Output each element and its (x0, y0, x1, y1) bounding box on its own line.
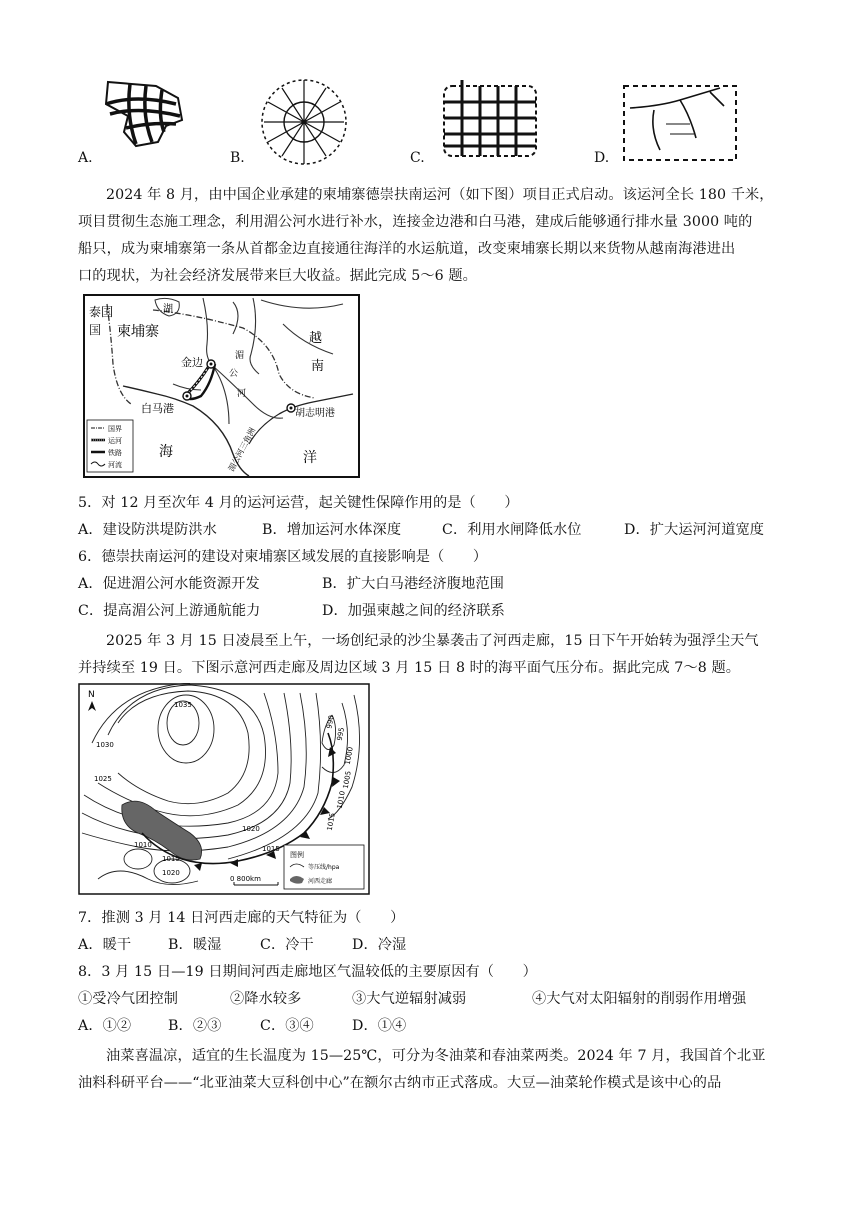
legend-title: 图例 (290, 851, 304, 859)
q6-option-a[interactable]: A．促进湄公河水能资源开发 (78, 576, 260, 592)
q7-option-b[interactable]: B．暖湿 (168, 937, 222, 953)
isobar-label-1010: 1010 (134, 841, 152, 849)
label-vietnam-1: 越 (309, 331, 323, 346)
label-mekong-1: 湄 (235, 351, 245, 361)
label-mekong-3: 河 (237, 389, 247, 399)
label-sea: 海 (159, 444, 173, 460)
rapeseed-passage-line-2: 油料科研平台——“北亚油菜大豆科创中心”在额尔古纳市正式落成。大豆—油菜轮作模式是该中心的品 (78, 1075, 722, 1091)
isobar-label-1035: 1035 (174, 701, 192, 709)
dust-passage-line-1: 2025 年 3 月 15 日凌晨至上午，一场创纪录的沙尘暴袭击了河西走廊，15 日下午开始转为强浮尘天气 (106, 633, 759, 649)
q6-stem: 6．德崇扶南运河的建设对柬埔寨区域发展的直接影响是（ ） (78, 549, 488, 565)
isobar-label-1005: 1005 (341, 770, 353, 790)
q6-option-d[interactable]: D．加强柬越之间的经济联系 (322, 603, 505, 619)
option-d-figure (620, 80, 740, 164)
canal-passage-line-1: 2024 年 8 月，由中国企业承建的柬埔寨德崇扶南运河（如下图）项目正式启动。该运河全长 180 千米， (106, 187, 774, 203)
isobar-label-995: 995 (335, 726, 346, 742)
canal-passage-line-4: 口的现状，为社会经济发展带来巨大收益。据此完成 5～6 题。 (78, 268, 477, 284)
label-hcmc: 胡志明港 (295, 408, 335, 419)
canal-map (83, 294, 360, 478)
option-c-label: C. (410, 150, 425, 166)
isobar-label-1015-e: 1015 (325, 812, 337, 832)
q5-stem: 5．对 12 月至次年 4 月的运河运营，起关键性保障作用的是（ ） (78, 495, 519, 511)
legend-railway: 铁路 (108, 449, 122, 457)
q8-item-2: ②降水较多 (230, 991, 302, 1007)
legend-river: 河流 (108, 461, 122, 469)
label-delta: 湄公河三角洲 (226, 426, 258, 473)
rapeseed-passage-line-1: 油菜喜温凉，适宜的生长温度为 15—25℃，可分为冬油菜和春油菜两类。2024 年 7 月，我国首个北亚 (106, 1048, 766, 1064)
label-vietnam-2: 南 (311, 359, 325, 374)
isobar-label-990: 990 (325, 714, 336, 730)
option-b-label: B. (230, 150, 245, 166)
q7-stem: 7．推测 3 月 14 日河西走廊的天气特征为（ ） (78, 910, 405, 926)
q8-option-a[interactable]: A．①② (78, 1018, 132, 1034)
q6-option-b[interactable]: B．扩大白马港经济腹地范围 (322, 576, 504, 592)
label-thailand-1: 泰国 (89, 305, 114, 319)
north-label: N (88, 690, 95, 700)
q7-option-c[interactable]: C．冷干 (260, 937, 314, 953)
q8-option-b[interactable]: B．②③ (168, 1018, 222, 1034)
isobar-label-1020-sw: 1020 (162, 869, 180, 877)
scale-label: 0 800km (230, 875, 261, 883)
option-d-label: D. (594, 150, 610, 166)
q7-option-a[interactable]: A．暖干 (78, 937, 132, 953)
isobar-label-1015-sw: 1015 (162, 855, 180, 863)
q7-option-d[interactable]: D．冷湿 (352, 937, 407, 953)
dust-passage-line-2: 并持续至 19 日。下图示意河西走廊及周边区域 3 月 15 日 8 时的海平面气压分布。据此完成 7～8 题。 (78, 660, 741, 676)
isobar-label-1025: 1025 (94, 775, 112, 783)
canal-passage-line-3: 船只，成为柬埔寨第一条从首都金边直接通往海洋的水运航道，改变柬埔寨长期以来货物从越南海港进出 (78, 241, 736, 257)
q5-option-a[interactable]: A．建设防洪堤防洪水 (78, 522, 217, 538)
q5-option-d[interactable]: D．扩大运河河道宽度 (624, 522, 765, 538)
legend-border: 国界 (108, 425, 122, 433)
q5-option-c[interactable]: C．利用水闸降低水位 (442, 522, 582, 538)
pressure-map (78, 683, 370, 895)
legend-region: 河西走廊 (308, 878, 333, 885)
legend-isobar: 等压线/hpa (308, 864, 340, 871)
option-a-figure (96, 76, 196, 152)
q8-option-d[interactable]: D．①④ (352, 1018, 407, 1034)
option-a-label: A. (78, 150, 93, 166)
isobar-label-1020: 1020 (242, 825, 260, 833)
canal-passage-line-2: 项目贯彻生态施工理念，利用湄公河水进行补水，连接金边港和白马港，建成后能够通行排水量 3000 吨的 (78, 214, 753, 230)
label-lake: 湖 (163, 304, 173, 315)
isobar-label-1030: 1030 (96, 741, 114, 749)
q8-option-c[interactable]: C．③④ (260, 1018, 314, 1034)
q5-option-b[interactable]: B．增加运河水体深度 (262, 522, 402, 538)
label-ocean: 洋 (303, 450, 317, 466)
q8-stem: 8．3 月 15 日—19 日期间河西走廊地区气温较低的主要原因有（ ） (78, 964, 537, 980)
option-b-figure (254, 78, 354, 168)
isobar-label-1000: 1000 (343, 746, 355, 766)
q8-item-1: ①受冷气团控制 (78, 991, 179, 1007)
isobar-label-1010-e: 1010 (335, 790, 347, 810)
option-c-figure (440, 80, 540, 160)
label-phnom-penh: 金边 (181, 356, 203, 369)
q6-option-c[interactable]: C．提高湄公河上游通航能力 (78, 603, 261, 619)
isobar-label-1015: 1015 (262, 845, 280, 853)
label-cambodia: 柬埔寨 (117, 324, 159, 340)
q8-item-3: ③大气逆辐射减弱 (352, 991, 467, 1007)
label-kampot: 白马港 (141, 402, 174, 415)
q8-item-4: ④大气对太阳辐射的削弱作用增强 (532, 991, 747, 1007)
legend-canal: 运河 (108, 437, 122, 445)
label-mekong-2: 公 (229, 369, 239, 379)
label-thailand-2: 国 (89, 323, 102, 337)
